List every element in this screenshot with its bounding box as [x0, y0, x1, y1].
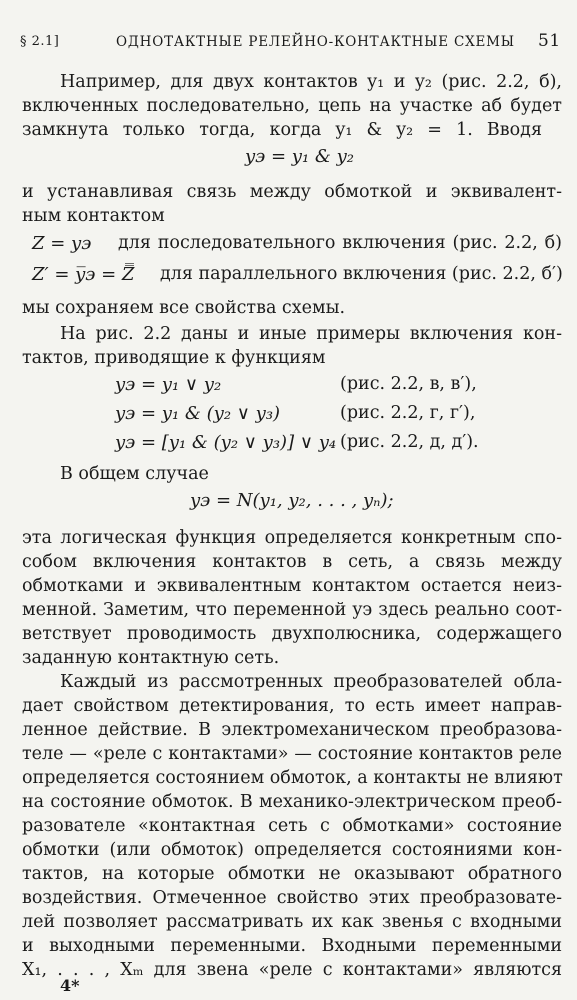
- text-line: Каждый из рассмотренных преобразователей обла-: [60, 672, 562, 692]
- example-ref: (рис. 2.2, г, г′),: [340, 403, 476, 423]
- section-number: § 2.1]: [20, 34, 60, 49]
- formula-parallel-expr: Z′ = y̅э = Z̿: [32, 264, 135, 285]
- example-ref: (рис. 2.2, д, д′).: [340, 432, 479, 452]
- text-line: эта логическая функция определяется конкретным спо-: [22, 528, 562, 548]
- formula-series-expr: Z = yэ: [32, 233, 92, 254]
- text-line: В общем случае: [60, 464, 209, 484]
- text-line: дает свойством детектирования, то есть имеет направ-: [22, 696, 562, 716]
- text-line: воздействия. Отмеченное свойство этих преобразовате-: [22, 888, 562, 908]
- text-line: собом включения контактов в сеть, а связь между: [22, 552, 562, 572]
- text-line: X₁, . . . , Xₘ для звена «реле с контактами» являются: [22, 960, 562, 980]
- text-line: менной. Заметим, что переменной yэ здесь реально соот-: [22, 600, 562, 620]
- text-line: на состояние обмоток. В механико-электрическом преоб-: [22, 792, 562, 812]
- text-line: и устанавливая связь между обмоткой и эквивалент-: [22, 182, 562, 202]
- text-line: включенных последовательно, цепь на участке аб будет: [22, 96, 562, 116]
- text-line: тактов, на которые обмотки не оказывают обратного: [22, 864, 562, 884]
- example-expr: yэ = y₁ ∨ y₂: [115, 374, 222, 395]
- text-line: ветствует проводимость двухполюсника, содержащего: [22, 624, 562, 644]
- text-line: Например, для двух контактов y₁ и y₂ (рис. 2.2, б),: [60, 72, 562, 92]
- text-line: обмотками и эквивалентным контактом остается неиз-: [22, 576, 562, 596]
- page-number: 51: [538, 31, 561, 51]
- text-line: мы сохраняем все свойства схемы.: [22, 298, 346, 318]
- text-line: На рис. 2.2 даны и иные примеры включения кон-: [60, 324, 562, 344]
- text-line: лей позволяет рассматривать их как звенья с входными: [22, 912, 562, 932]
- text-line: обмотки (или обмоток) определяется состояниями кон-: [22, 840, 562, 860]
- example-expr: yэ = [y₁ & (y₂ ∨ y₃)] ∨ y₄: [115, 432, 337, 453]
- text-line: тактов, приводящие к функциям: [22, 348, 326, 368]
- example-ref: (рис. 2.2, в, в′),: [340, 374, 477, 394]
- running-title: ОДНОТАКТНЫЕ РЕЛЕЙНО-КОНТАКТНЫЕ СХЕМЫ: [116, 34, 515, 50]
- signature-mark: 4*: [60, 976, 80, 995]
- text-line: ленное действие. В электромеханическом преобразова-: [22, 720, 562, 740]
- text-line: определяется состоянием обмоток, а контакты не влияют: [22, 768, 563, 788]
- formula-parallel-text: для параллельного включения (рис. 2.2, б′): [160, 264, 563, 284]
- text-line: ным контактом: [22, 206, 165, 226]
- formula: yэ = y₁ & y₂: [245, 146, 355, 167]
- formula-series-text: для последовательного включения (рис. 2.2, б): [118, 233, 562, 253]
- formula-general: yэ = N(y₁, y₂, . . . , yₙ);: [190, 490, 394, 511]
- text-line: и выходными переменными. Входными переменными: [22, 936, 562, 956]
- text-line: разователе «контактная сеть с обмотками» состояние: [22, 816, 562, 836]
- text-line: заданную контактную сеть.: [22, 648, 280, 668]
- example-expr: yэ = y₁ & (y₂ ∨ y₃): [115, 403, 281, 424]
- text-line: теле — «реле с контактами» — состояние контактов реле: [22, 744, 562, 764]
- text-line: замкнута только тогда, когда y₁ & y₂ = 1. Вводя: [22, 120, 542, 140]
